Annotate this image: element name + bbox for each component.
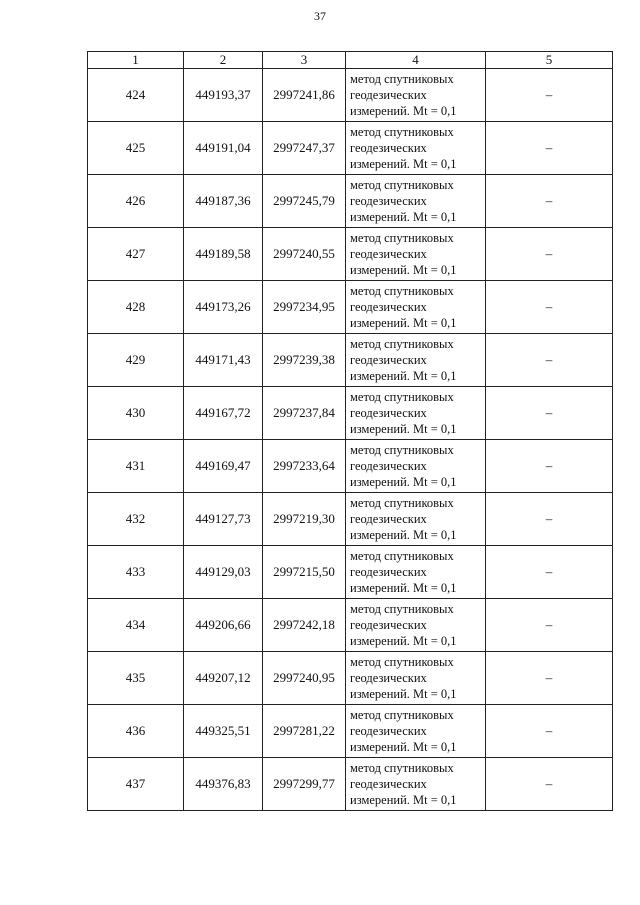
method-cell: метод спутниковых геодезических измерений. Mt = 0,1 [346,493,486,546]
table-header [88,52,613,69]
note-cell: – [486,758,613,811]
method-cell: метод спутниковых геодезических измерений. Mt = 0,1 [346,122,486,175]
table-row [88,493,613,546]
point-number-cell: 425 [88,122,184,175]
x-coordinate-cell: 449173,26 [184,281,263,334]
header-col-5: 5 [486,52,613,69]
method-cell: метод спутниковых геодезических измерений. Mt = 0,1 [346,387,486,440]
x-coordinate-cell: 449129,03 [184,546,263,599]
point-number-cell: 431 [88,440,184,493]
point-number-cell: 432 [88,493,184,546]
y-coordinate-cell: 2997215,50 [263,546,346,599]
method-cell: метод спутниковых геодезических измерений. Mt = 0,1 [346,652,486,705]
point-number-cell: 433 [88,546,184,599]
point-number-cell: 427 [88,228,184,281]
y-coordinate-cell: 2997233,64 [263,440,346,493]
y-coordinate-cell: 2997242,18 [263,599,346,652]
note-cell: – [486,546,613,599]
method-cell: метод спутниковых геодезических измерений. Mt = 0,1 [346,281,486,334]
x-coordinate-cell: 449169,47 [184,440,263,493]
coordinates-table [87,51,613,811]
method-cell: метод спутниковых геодезических измерений. Mt = 0,1 [346,599,486,652]
table-row [88,387,613,440]
table-row [88,334,613,387]
x-coordinate-cell: 449207,12 [184,652,263,705]
header-col-2: 2 [184,52,263,69]
note-cell: – [486,440,613,493]
note-cell: – [486,281,613,334]
note-cell: – [486,705,613,758]
note-cell: – [486,334,613,387]
point-number-cell: 435 [88,652,184,705]
x-coordinate-cell: 449191,04 [184,122,263,175]
y-coordinate-cell: 2997234,95 [263,281,346,334]
method-cell: метод спутниковых геодезических измерений. Mt = 0,1 [346,228,486,281]
note-cell: – [486,387,613,440]
y-coordinate-cell: 2997299,77 [263,758,346,811]
table-row [88,652,613,705]
x-coordinate-cell: 449193,37 [184,69,263,122]
table-row [88,228,613,281]
x-coordinate-cell: 449187,36 [184,175,263,228]
method-cell: метод спутниковых геодезических измерений. Mt = 0,1 [346,705,486,758]
table-row [88,705,613,758]
x-coordinate-cell: 449189,58 [184,228,263,281]
y-coordinate-cell: 2997237,84 [263,387,346,440]
x-coordinate-cell: 449376,83 [184,758,263,811]
x-coordinate-cell: 449167,72 [184,387,263,440]
x-coordinate-cell: 449171,43 [184,334,263,387]
header-col-3: 3 [263,52,346,69]
point-number-cell: 424 [88,69,184,122]
note-cell: – [486,228,613,281]
point-number-cell: 437 [88,758,184,811]
table-row [88,69,613,122]
note-cell: – [486,122,613,175]
y-coordinate-cell: 2997247,37 [263,122,346,175]
y-coordinate-cell: 2997241,86 [263,69,346,122]
y-coordinate-cell: 2997239,38 [263,334,346,387]
table-row [88,599,613,652]
header-row [88,52,613,69]
table-row [88,546,613,599]
y-coordinate-cell: 2997219,30 [263,493,346,546]
table-body [88,69,613,811]
method-cell: метод спутниковых геодезических измерений. Mt = 0,1 [346,440,486,493]
point-number-cell: 434 [88,599,184,652]
point-number-cell: 430 [88,387,184,440]
note-cell: – [486,599,613,652]
note-cell: – [486,652,613,705]
table-row [88,440,613,493]
page-number: 37 [314,9,326,23]
table-row [88,175,613,228]
table-row [88,281,613,334]
note-cell: – [486,493,613,546]
point-number-cell: 426 [88,175,184,228]
point-number-cell: 429 [88,334,184,387]
y-coordinate-cell: 2997245,79 [263,175,346,228]
header-col-4: 4 [346,52,486,69]
method-cell: метод спутниковых геодезических измерений. Mt = 0,1 [346,546,486,599]
method-cell: метод спутниковых геодезических измерений. Mt = 0,1 [346,175,486,228]
method-cell: метод спутниковых геодезических измерений. Mt = 0,1 [346,69,486,122]
y-coordinate-cell: 2997240,55 [263,228,346,281]
method-cell: метод спутниковых геодезических измерений. Mt = 0,1 [346,334,486,387]
x-coordinate-cell: 449127,73 [184,493,263,546]
table-row [88,758,613,811]
x-coordinate-cell: 449206,66 [184,599,263,652]
note-cell: – [486,69,613,122]
point-number-cell: 436 [88,705,184,758]
y-coordinate-cell: 2997281,22 [263,705,346,758]
method-cell: метод спутниковых геодезических измерений. Mt = 0,1 [346,758,486,811]
point-number-cell: 428 [88,281,184,334]
table-row [88,122,613,175]
header-col-1: 1 [88,52,184,69]
note-cell: – [486,175,613,228]
y-coordinate-cell: 2997240,95 [263,652,346,705]
x-coordinate-cell: 449325,51 [184,705,263,758]
